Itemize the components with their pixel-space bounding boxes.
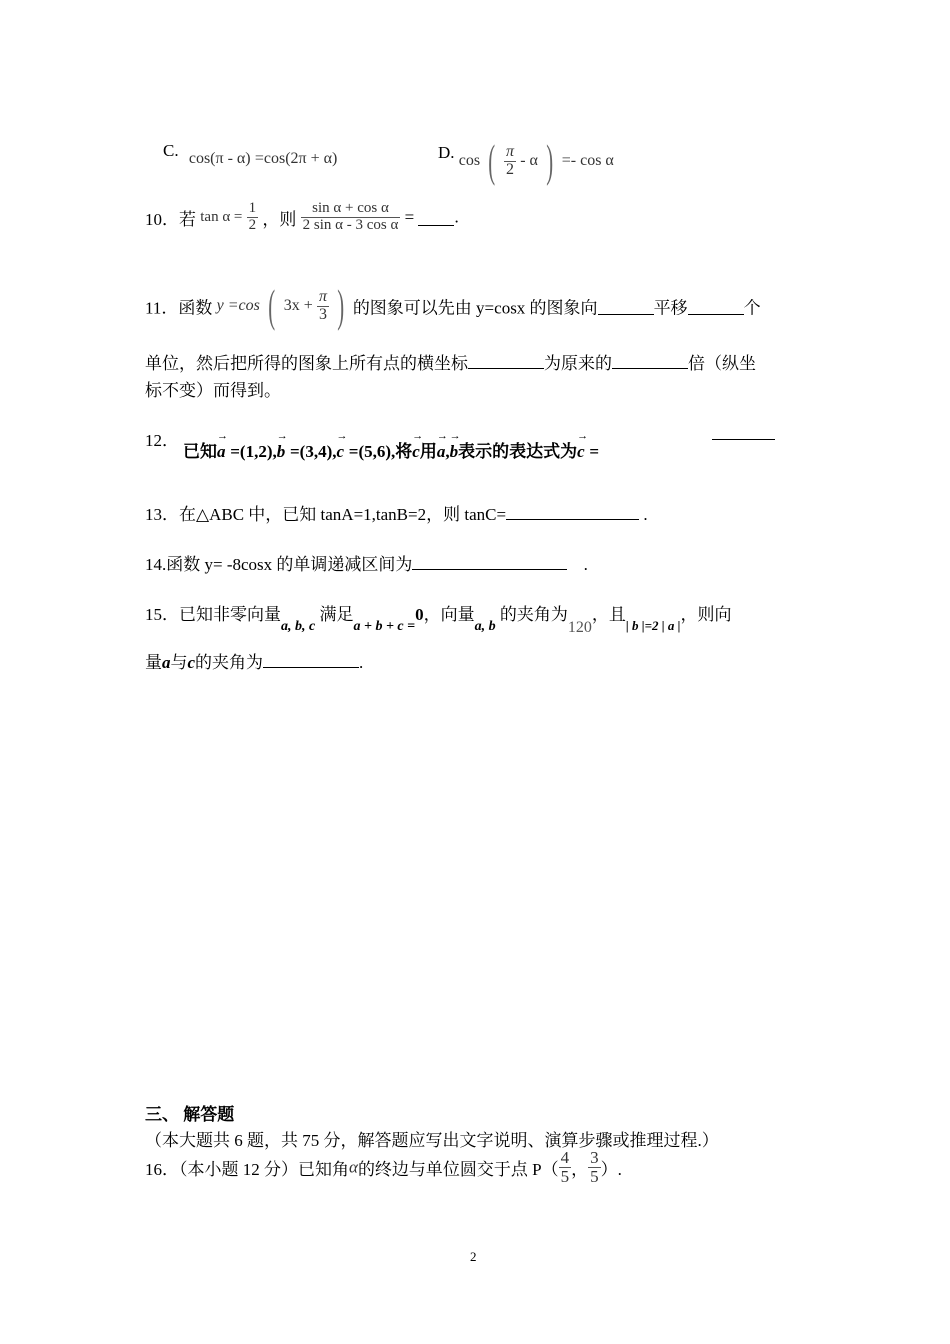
option-d-rhs: =- cos α	[561, 152, 614, 169]
q15-end: .	[359, 653, 364, 672]
option-d-fraction	[504, 144, 516, 179]
q16-text1: 16．（本小题 12 分）已知角	[145, 1159, 349, 1179]
q11-inner: 3x +	[283, 297, 313, 314]
q15-vector-c: c	[187, 653, 196, 672]
q15-line2b: 与	[170, 653, 188, 672]
option-d-label: D.	[438, 143, 455, 162]
q15-text4: 的夹角为	[499, 605, 568, 624]
q13-answer-blank[interactable]	[506, 502, 639, 520]
q15-condition: | b |=2 | a |	[625, 618, 681, 633]
vector-a-2: → a	[437, 442, 446, 462]
option-d-cos: cos	[458, 152, 481, 169]
page-number-text: 2	[470, 1249, 477, 1264]
q11-blank-direction[interactable]	[598, 297, 654, 315]
q11-line2a: 单位，然后把所得的图象上所有点的横坐标	[145, 354, 468, 373]
fraction-denominator: 5	[590, 1166, 599, 1186]
q10-big-fraction	[301, 201, 401, 234]
q15-text1: 15．已知非零向量	[145, 605, 281, 624]
q10-equals: =	[404, 207, 415, 227]
q10-tan-lhs: tan α =	[200, 208, 243, 225]
q10-small-fraction	[247, 201, 259, 234]
q10-answer-blank[interactable]	[418, 208, 454, 226]
question-12-body	[183, 437, 599, 462]
q15-angle: 120	[567, 619, 592, 636]
q15-answer-blank[interactable]	[263, 650, 359, 668]
q16-fraction-x	[559, 1149, 572, 1186]
option-c-expr-left: cos(π - α)	[188, 150, 251, 167]
vector-b: → b	[277, 442, 286, 462]
fraction-denominator: 2	[248, 216, 257, 233]
section-3-description	[145, 1126, 719, 1151]
q16-fraction-y	[588, 1149, 601, 1186]
q9-option-c	[163, 141, 338, 167]
q15-text5: ，且	[591, 605, 626, 624]
q15-vectors-ab: a, b	[474, 619, 496, 634]
question-15-line1	[145, 600, 732, 636]
section-description-text: （本大题共 6 题，共 75 分，解答题应写出文字说明、演算步骤或推理过程.）	[145, 1131, 719, 1150]
q15-zero-vector: 0	[415, 605, 424, 624]
fraction-numerator: 3	[590, 1148, 599, 1167]
q11-blank-units[interactable]	[688, 297, 744, 315]
q15-text2: 满足	[319, 605, 354, 624]
q12-yong: 用	[419, 442, 437, 461]
q12-number: 12．	[145, 431, 179, 450]
q11-line2c: 倍（纵坐	[688, 354, 756, 373]
q11-number: 11．函数	[145, 298, 213, 318]
q15-sum: a + b + c =	[353, 619, 416, 634]
q12-answer-blank[interactable]	[712, 438, 775, 440]
right-paren: )	[546, 135, 554, 186]
q11-line3: 标不变）而得到。	[145, 381, 281, 400]
q11-fraction	[317, 289, 329, 324]
left-paren: (	[488, 135, 496, 186]
fraction-numerator: π	[318, 287, 327, 305]
section-3-title	[145, 1100, 234, 1125]
fraction-denominator: 2	[505, 160, 514, 178]
q12-eq-a: =(1,2),	[230, 442, 277, 461]
q12-eq-c: =(5,6),	[348, 442, 396, 461]
question-11-line2	[145, 349, 756, 374]
question-14	[145, 550, 588, 575]
question-11-line3	[145, 376, 281, 401]
q15-text3: ，向量	[423, 605, 475, 624]
q16-end: ）.	[600, 1159, 622, 1179]
q11-line2b: 为原来的	[544, 354, 612, 373]
option-d-after: - α	[520, 152, 538, 169]
q9-option-d	[438, 135, 614, 186]
q11-y-eq: y =cos	[216, 297, 260, 314]
question-13	[145, 500, 648, 525]
q12-jiang: 将	[395, 442, 413, 461]
right-paren: )	[337, 280, 345, 331]
question-15-line2	[145, 648, 363, 673]
vector-b-2: → b	[450, 442, 459, 462]
q14-end: .	[583, 555, 588, 574]
fraction-denominator: 3	[318, 305, 327, 323]
q11-text1: 的图象可以先由 y=cosx 的图象向	[352, 298, 598, 318]
vector-c-2: → c	[412, 442, 420, 462]
q11-text3: 个	[743, 298, 761, 318]
question-11-line1	[145, 280, 761, 331]
fraction-denominator: 5	[560, 1166, 570, 1186]
fraction-numerator: sin α + cos α	[301, 201, 401, 218]
vector-a: → a	[217, 442, 226, 462]
q15-text6: ，则向	[680, 605, 732, 624]
question-10	[145, 201, 459, 234]
fraction-numerator: π	[505, 142, 514, 160]
q11-blank-times[interactable]	[612, 351, 688, 369]
vector-c-3: → c	[577, 442, 585, 462]
q16-alpha: α	[349, 1157, 358, 1177]
question-16	[145, 1149, 622, 1186]
q15-line2c: 的夹角为	[195, 653, 264, 672]
q10-mid: ，则	[262, 209, 297, 229]
q14-text: 14.函数 y= -8cosx 的单调递减区间为	[145, 555, 413, 574]
fraction-numerator: 1	[248, 200, 257, 216]
fraction-denominator: 2 sin α - 3 cos α	[302, 216, 399, 233]
q12-biaoshi: 表示的表达式为	[458, 442, 578, 461]
q12-comma: ,	[445, 442, 450, 461]
q16-sep: ，	[571, 1159, 589, 1179]
q15-vector-a: a	[162, 653, 171, 672]
option-c-label: C.	[163, 141, 179, 160]
option-c-expr-right: =cos(2π + α)	[254, 150, 338, 167]
q10-end: .	[454, 207, 459, 227]
page-number	[470, 1249, 477, 1265]
q13-text: 13．在△ABC 中，已知 tanA=1,tanB=2，则 tanC=	[145, 505, 507, 524]
fraction-numerator: 4	[560, 1148, 570, 1167]
left-paren: (	[268, 280, 276, 331]
q14-answer-blank[interactable]	[412, 552, 567, 570]
q15-vectors-abc: a, b, c	[281, 619, 316, 634]
q12-eq-b: =(3,4),	[289, 442, 337, 461]
q11-blank-horizontal[interactable]	[468, 351, 544, 369]
q12-text-a: 已知	[183, 442, 217, 461]
q12-eq-end: =	[589, 442, 600, 461]
q11-text2: 平移	[653, 298, 688, 318]
vector-c: → c	[337, 442, 345, 462]
q16-text2: 的终边与单位圆交于点 P（	[357, 1159, 559, 1179]
q10-number: 10．若	[145, 209, 196, 229]
q13-end: .	[643, 505, 648, 524]
section-title-text: 三、 解答题	[145, 1105, 235, 1124]
q15-line2a: 量	[145, 653, 162, 672]
question-12-number	[145, 426, 179, 451]
